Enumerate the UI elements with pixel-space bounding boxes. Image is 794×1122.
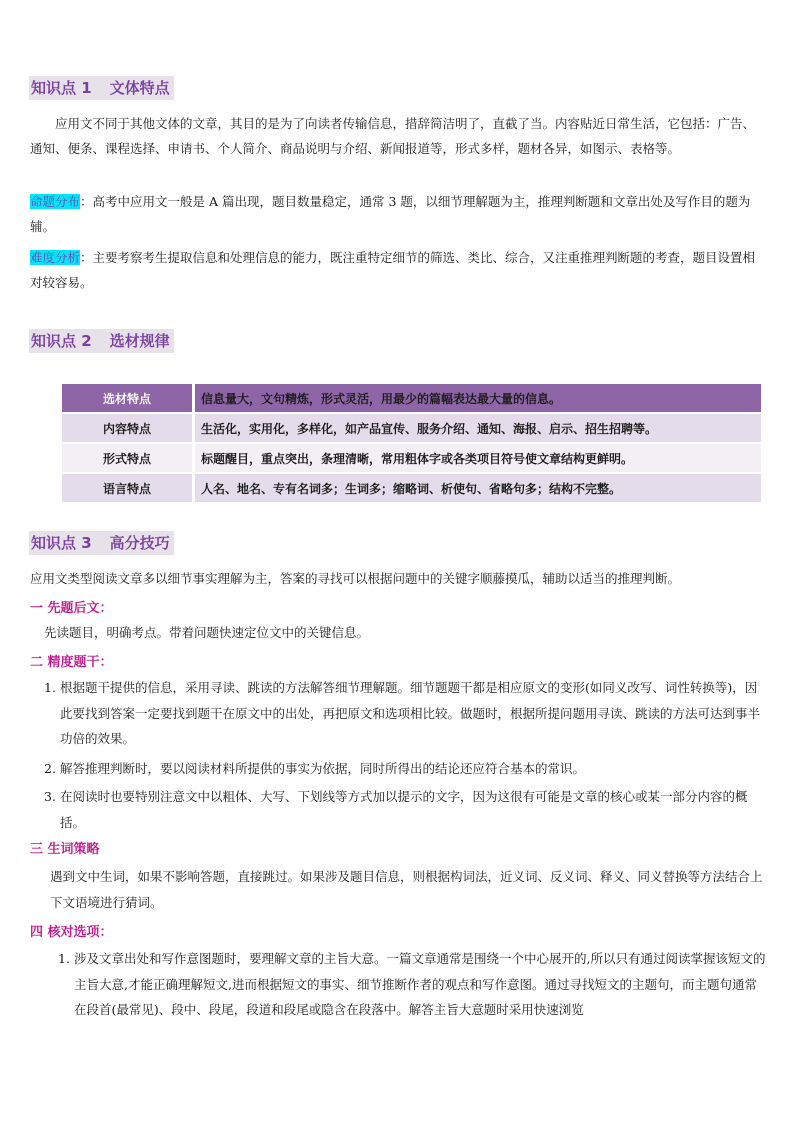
list-item — [44, 784, 766, 835]
section-number: 知识点 1 — [31, 79, 92, 97]
section-1-intro: 应用文不同于其他文体的文章，其目的是为了向读者传输信息，措辞简洁明了，直截了当。内容贴近日常生活，它包括：广告、通知、便条、课程选择、申请书、个人简介、商品说明与介绍、新闻报道等，形式多样，题材各异，如图示、表格等。 — [30, 116, 756, 156]
highlight-label: 难度分析 — [30, 250, 81, 265]
table-value: 标题醒目，重点突出，条理清晰，常用粗体字或各类项目符号使文章结构更鲜明。 — [194, 443, 762, 473]
highlight-label: 命题分布 — [30, 194, 81, 209]
section-heading-1 — [29, 76, 174, 100]
item-text: 遇到文中生词，如果不影响答题，直接跳过。如果涉及题目信息，则根据构词法，近义词、反义词、释义、同义替换等方法结合上下文语境进行猜词。 — [50, 869, 763, 910]
table-key: 选材特点 — [62, 384, 194, 413]
item-text: 解答推理判断时，要以阅读材料所提供的事实为依据，同时所得出的结论还应符合基本的常识。 — [60, 761, 586, 776]
table-key: 形式特点 — [62, 443, 194, 473]
table-row — [62, 443, 761, 473]
read-questions-first-text: 先读题目，明确考点。带着问题快速定位文中的关键信息。 — [44, 625, 370, 640]
section-title: 文体特点 — [109, 79, 170, 97]
proposition-distribution — [30, 189, 766, 239]
section-title: 选材规律 — [109, 332, 170, 350]
table-value: 人名、地名、专有名词多；生词多；缩略词、析使句、省略句多；结构不完整。 — [194, 473, 762, 503]
list-item — [58, 946, 766, 1023]
item-number: 1. — [58, 951, 70, 966]
item-number: 1. — [44, 680, 56, 695]
difficulty-analysis — [30, 245, 766, 295]
section-number: 知识点 3 — [31, 534, 92, 552]
subheading-read-questions-first: 一 先题后文： — [30, 601, 113, 616]
item-text: 根据题干提供的信息，采用寻读、跳读的方法解答细节理解题。细节题题干都是相应原文的变形(如同义改写、词性转换等)，因此要找到答案一定要找到题干在原文中的出处，再把原文和选项相比较。做题时，根据所提问题用寻读、跳读的方法可达到事半功倍的效果。 — [60, 680, 761, 746]
item-text: 涉及文章出处和写作意图题时，要理解文章的主旨大意。一篇文章通常是围绕一个中心展开的,所以只有通过阅读掌握该短文的主旨大意,才能正确理解短文,进而根据短文的事实、细节推断作者的观点和写作意图。通过寻找短文的主题句，而主题句通常在段首(最常见)、段中、段尾，段道和段尾或隐含在段落中。解答主旨大意题时采用快速浏览 — [74, 951, 766, 1017]
item-text: 在阅读时也要特别注意文中以粗体、大写、下划线等方式加以提示的文字，因为这很有可能是文章的核心或某一部分内容的概括。 — [60, 789, 748, 830]
subheading-question-stem: 二 精度题干： — [30, 655, 113, 670]
item-number: 3. — [44, 789, 56, 804]
section-heading-2 — [29, 329, 174, 353]
table-row — [62, 473, 761, 503]
table-value: 生活化，实用化，多样化，如产品宣传、服务介绍、通知、海报、启示、招生招聘等。 — [194, 413, 762, 443]
table-key: 内容特点 — [62, 413, 194, 443]
list-item — [44, 756, 766, 782]
new-words-text — [50, 864, 766, 915]
section-number: 知识点 2 — [31, 332, 92, 350]
difficulty-text: ：主要考察考生提取信息和处理信息的能力，既注重特定细节的筛选、类比、综合，又注重推理判断题的考查，题目设置相对较容易。 — [30, 250, 756, 290]
subheading-check-options: 四 核对选项： — [30, 925, 113, 940]
material-features-table — [62, 384, 761, 504]
section-3-intro: 应用文类型阅读文章多以细节事实理解为主，答案的寻找可以根据问题中的关键字顺藤摸瓜，辅助以适当的推理判断。 — [30, 571, 681, 586]
section-heading-3 — [29, 531, 174, 555]
table-value: 信息量大，文句精炼，形式灵活，用最少的篇幅表达最大量的信息。 — [194, 384, 762, 413]
distribution-text: ：高考中应用文一般是 A 篇出现，题目数量稳定，通常 3 题，以细节理解题为主，推理判断题和文章出处及写作目的题为辅。 — [30, 194, 751, 234]
table-row — [62, 413, 761, 443]
section-title: 高分技巧 — [109, 534, 170, 552]
item-number: 2. — [44, 761, 56, 776]
subheading-new-words: 三 生词策略 — [30, 842, 100, 857]
table-row — [62, 384, 761, 413]
list-item — [44, 675, 766, 752]
table-key: 语言特点 — [62, 473, 194, 503]
